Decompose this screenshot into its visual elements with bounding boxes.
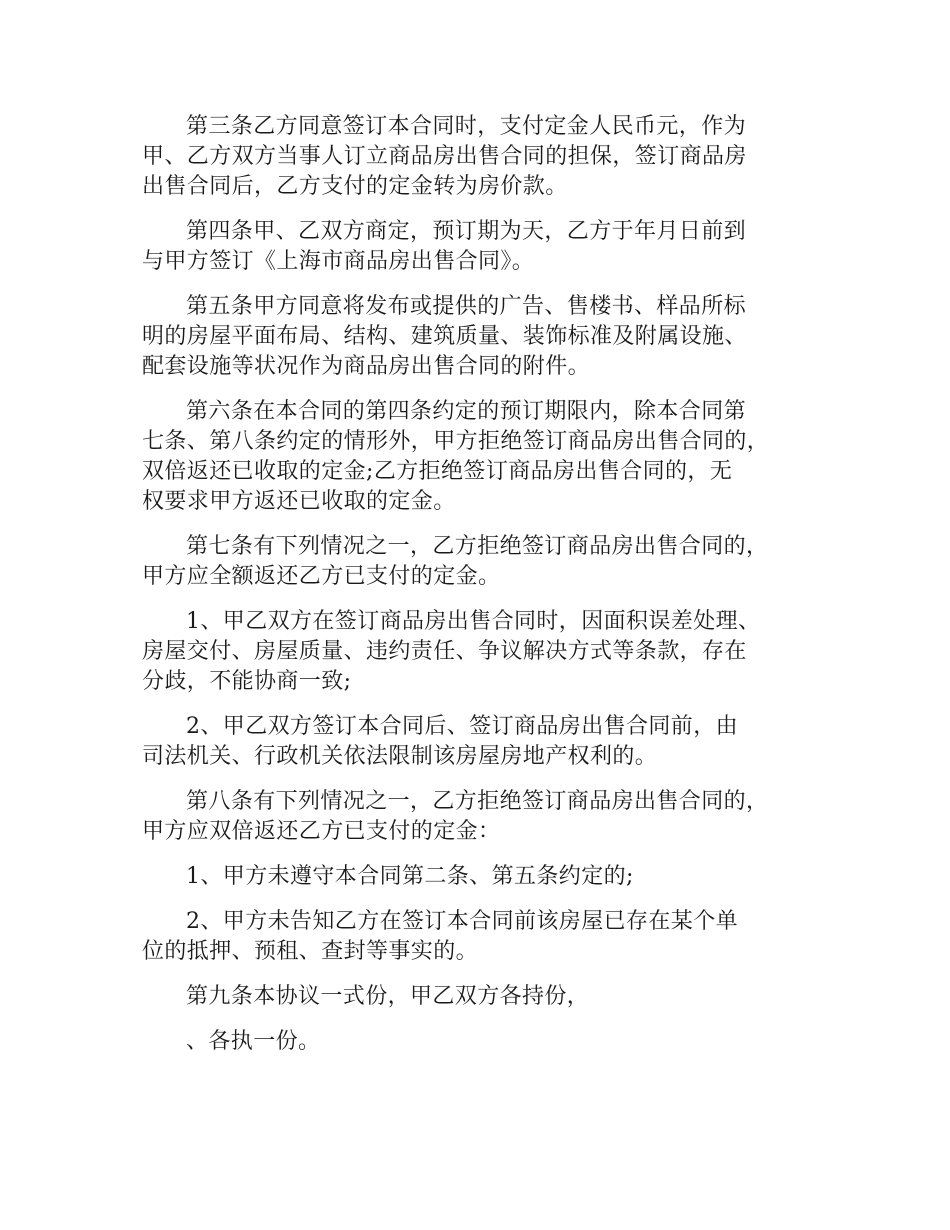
clause-6 <box>142 397 832 517</box>
text-line: 与甲方签订《上海市商品房出售合同》。 <box>142 249 535 274</box>
text-line: 甲方应双倍返还乙方已支付的定金： <box>142 819 501 844</box>
text-line: 配套设施等状况作为商品房出售合同的附件。 <box>142 354 591 379</box>
clause-7-item-2 <box>142 712 832 772</box>
text-line: 第三条乙方同意签订本合同时，支付定金人民币元，作为 <box>186 114 747 139</box>
text-line: 第八条有下列情况之一，乙方拒绝签订商品房出售合同的， <box>186 789 769 814</box>
text-line: 双倍返还已收取的定金;乙方拒绝签订商品房出售合同的，无 <box>142 459 733 484</box>
text-line: 2、甲方未告知乙方在签订本合同前该房屋已存在某个单 <box>186 909 738 934</box>
text-line: 1、甲乙双方在签订商品房出售合同时，因面积误差处理、 <box>186 609 761 634</box>
clause-4 <box>142 217 832 277</box>
clause-8 <box>142 787 832 847</box>
text-line: 甲、乙方双方当事人订立商品房出售合同的担保，签订商品房 <box>142 144 747 169</box>
clause-7 <box>142 532 832 592</box>
clause-8-item-2 <box>142 907 832 967</box>
text-line: 2、甲乙双方签订本合同后、签订商品房出售合同前，由 <box>186 714 738 739</box>
clause-7-item-1 <box>142 607 832 697</box>
text-line: 房屋交付、房屋质量、违约责任、争议解决方式等条款，存在 <box>142 639 747 664</box>
text-line: 出售合同后，乙方支付的定金转为房价款。 <box>142 174 568 199</box>
text-line: 第四条甲、乙双方商定，预订期为天，乙方于年月日前到 <box>186 219 747 244</box>
clause-5 <box>142 292 832 382</box>
text-line: 1、甲方未遵守本合同第二条、第五条约定的; <box>186 864 634 889</box>
text-line: 第七条有下列情况之一，乙方拒绝签订商品房出售合同的， <box>186 534 769 559</box>
clause-8-item-1 <box>142 862 832 892</box>
text-line: 分歧，不能协商一致; <box>142 669 352 694</box>
text-line: 明的房屋平面布局、结构、建筑质量、装饰标准及附属设施、 <box>142 324 747 349</box>
text-line: 七条、第八条约定的情形外，甲方拒绝签订商品房出售合同的， <box>142 429 770 454</box>
text-line: 第九条本协议一式份，甲乙双方各持份， <box>186 984 590 1009</box>
text-line: 权要求甲方返还已收取的定金。 <box>142 489 456 514</box>
text-line: 、各执一份。 <box>186 1029 321 1054</box>
text-line: 司法机关、行政机关依法限制该房屋房地产权利的。 <box>142 744 658 769</box>
closing-line <box>142 1027 832 1057</box>
text-line: 第六条在本合同的第四条约定的预订期限内，除本合同第 <box>186 399 747 424</box>
clause-9 <box>142 982 832 1012</box>
clause-3 <box>142 112 832 202</box>
text-line: 第五条甲方同意将发布或提供的广告、售楼书、样品所标 <box>186 294 747 319</box>
text-line: 甲方应全额返还乙方已支付的定金。 <box>142 564 501 589</box>
document-body <box>142 112 832 1072</box>
text-line: 位的抵押、预租、查封等事实的。 <box>142 939 479 964</box>
